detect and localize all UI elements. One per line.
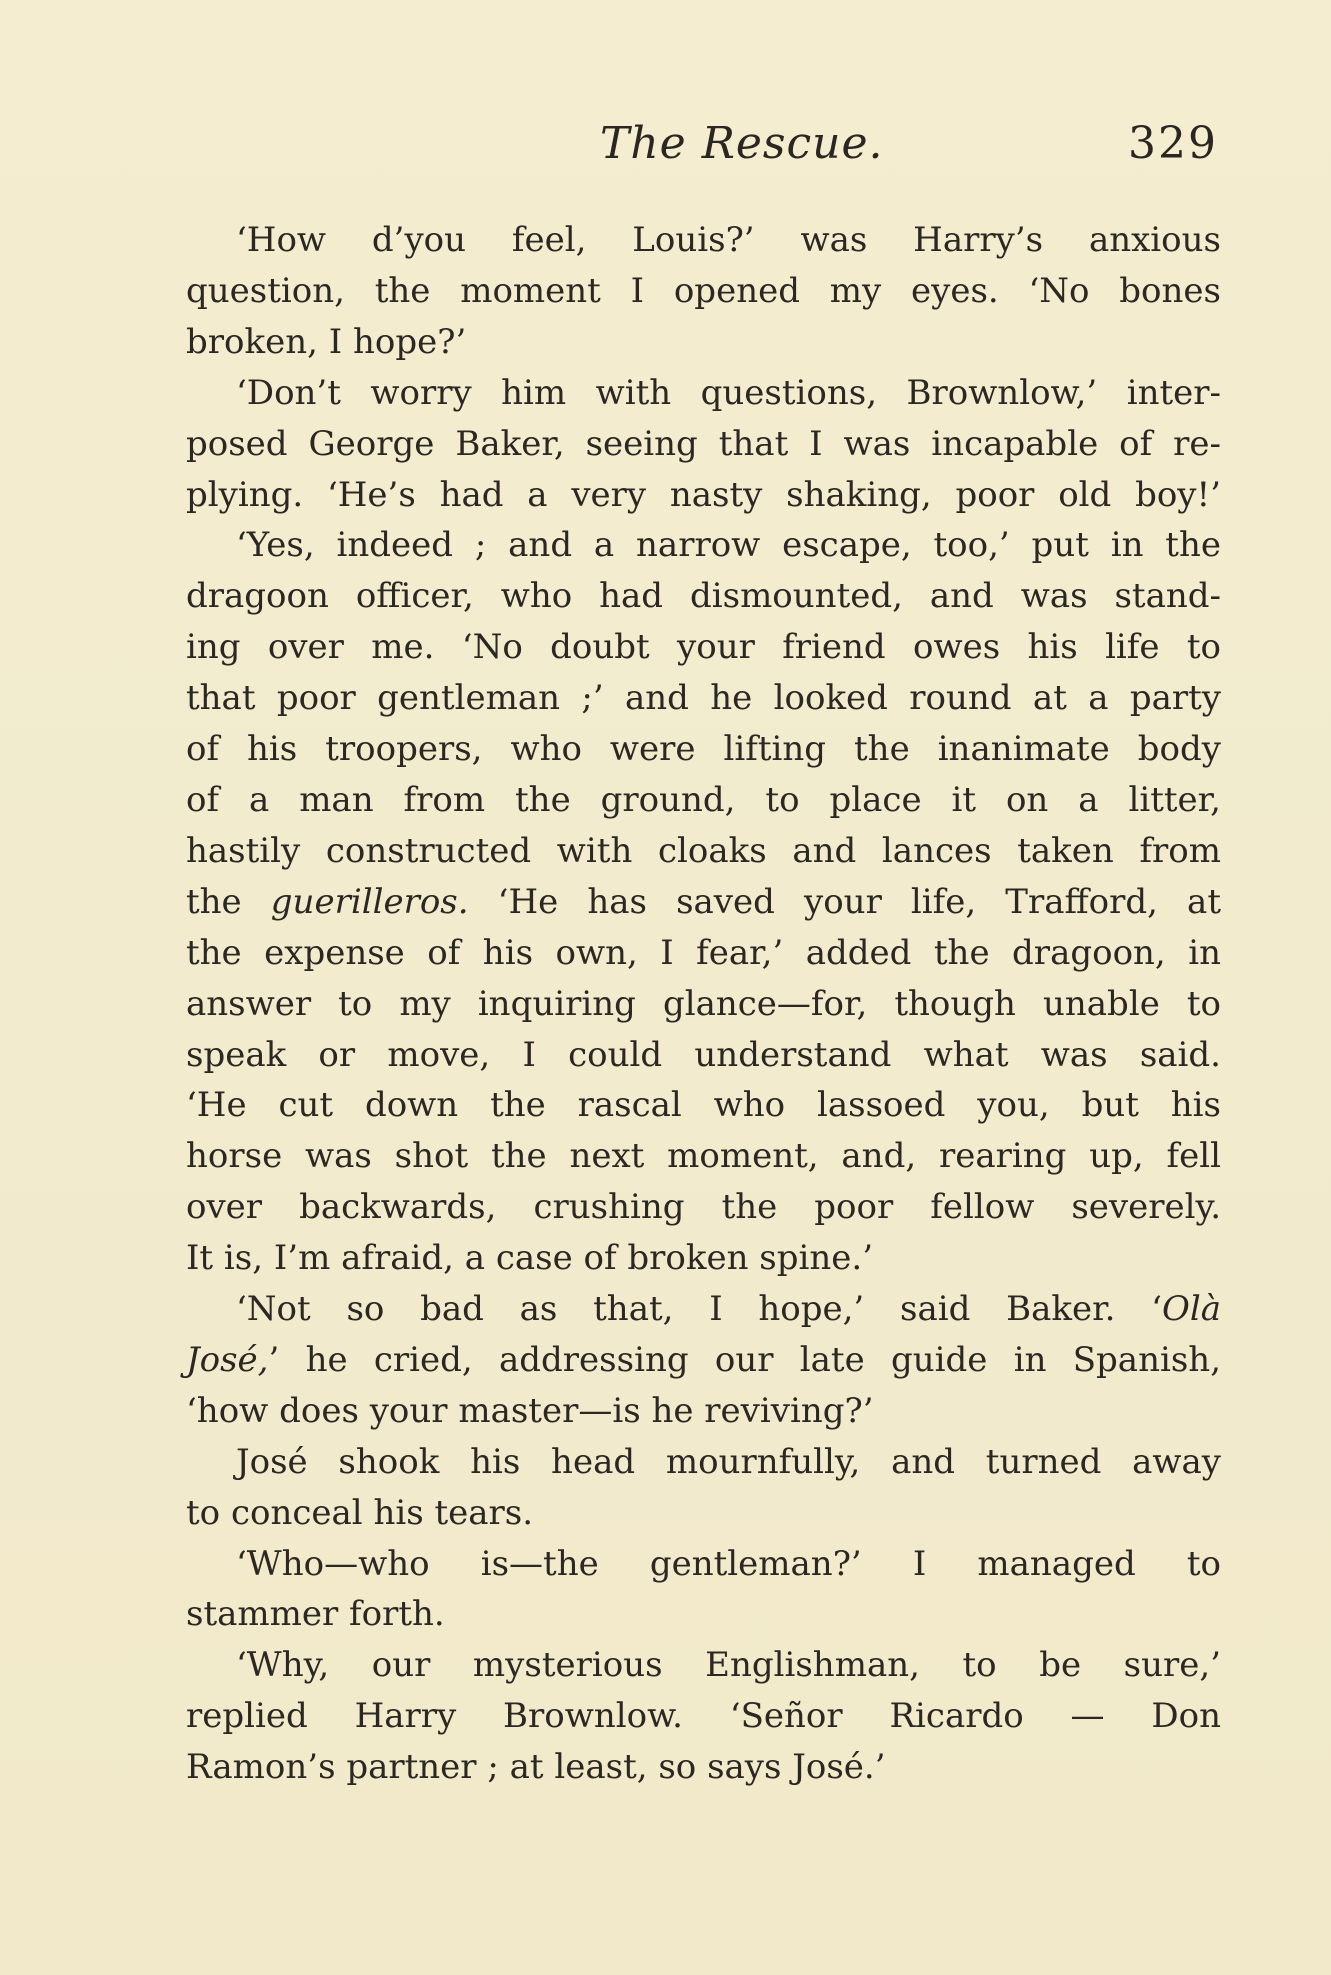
text-line: posed George Baker, seeing that I was incapable of re- [186, 423, 1221, 464]
text-line: horse was shot the next moment, and, rearing up, fell [186, 1136, 1221, 1177]
italic-word: guerilleros. [270, 881, 469, 922]
text-line: of a man from the ground, to place it on a litter, [186, 779, 1221, 820]
text-line: José shook his head mournfully, and turned away [236, 1441, 1221, 1482]
text-line: ‘He cut down the rascal who lassoed you, but his [186, 1085, 1221, 1126]
text-segment: ’ he cried, addressing our late guide in Spanish, [268, 1339, 1221, 1380]
body-text [186, 215, 1221, 1793]
paragraph-2 [186, 368, 1221, 521]
text-line: stammer forth. [186, 1594, 445, 1635]
text-line: replied Harry Brownlow. ‘Señor Ricardo — Don [186, 1696, 1221, 1737]
text-line: hastily constructed with cloaks and lances taken from [186, 830, 1221, 871]
text-line: ‘How d’you feel, Louis?’ was Harry’s anxious [236, 220, 1221, 260]
paragraph-4 [186, 1284, 1221, 1437]
text-line: that poor gentleman ;’ and he looked round at a party [186, 678, 1221, 719]
text-line: over backwards, crushing the poor fellow severely. [186, 1187, 1221, 1228]
italic-word: José, [186, 1339, 269, 1380]
text-line: ‘Don’t worry him with questions, Brownlow,’ inter- [236, 372, 1221, 413]
text-line: ‘how does your master—is he reviving?’ [186, 1390, 874, 1431]
paragraph-3 [186, 520, 1221, 1284]
paragraph-1 [186, 215, 1221, 368]
text-line: broken, I hope?’ [186, 321, 467, 362]
text-line-mixed [186, 1284, 1221, 1335]
text-line-mixed [186, 1335, 1221, 1386]
text-line: plying. ‘He’s had a very nasty shaking, poor old boy!’ [186, 474, 1221, 515]
text-line: ‘Why, our mysterious Englishman, to be sure,’ [236, 1645, 1221, 1686]
text-line: ‘Yes, indeed ; and a narrow escape, too,’ put in the [236, 525, 1221, 566]
paragraph-7 [186, 1640, 1221, 1793]
text-segment: ‘He has saved your life, Trafford, at [468, 881, 1221, 922]
text-line: question, the moment I opened my eyes. ‘No bones [186, 270, 1221, 311]
text-line: answer to my inquiring glance—for, though unable to [186, 983, 1221, 1024]
running-title: The Rescue. [600, 118, 884, 169]
text-line-mixed [186, 877, 1221, 928]
text-line: of his troopers, who were lifting the inanimate body [186, 729, 1221, 770]
text-segment: the [186, 881, 271, 922]
text-line: dragoon officer, who had dismounted, and was stand- [186, 576, 1221, 617]
italic-word: Olà [1161, 1289, 1221, 1330]
text-line: to conceal his tears. [186, 1492, 534, 1533]
text-line: It is, I’m afraid, a case of broken spine.’ [186, 1238, 874, 1279]
page-number: 329 [1128, 118, 1218, 169]
text-segment: ‘Not so bad as that, I hope,’ said Baker. ‘ [236, 1289, 1162, 1330]
text-line: the expense of his own, I fear,’ added the dragoon, in [186, 932, 1221, 973]
text-line: Ramon’s partner ; at least, so says José.’ [186, 1747, 886, 1788]
paragraph-5 [186, 1437, 1221, 1539]
text-line: ‘Who—who is—the gentleman?’ I managed to [236, 1543, 1221, 1584]
text-line: ing over me. ‘No doubt your friend owes his life to [186, 627, 1221, 668]
text-line: speak or move, I could understand what was said. [186, 1034, 1221, 1075]
running-head [180, 118, 1230, 178]
paragraph-6 [186, 1539, 1221, 1641]
